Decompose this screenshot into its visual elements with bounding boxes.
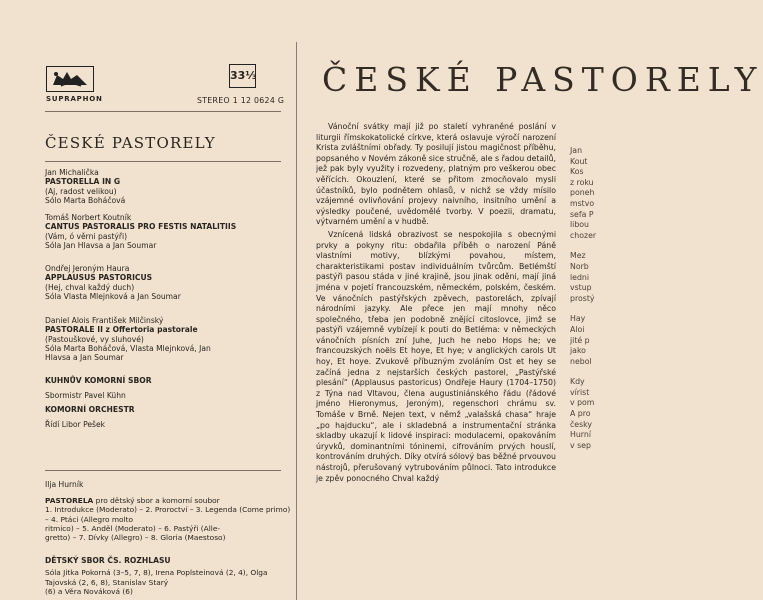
track-4 (45, 316, 295, 362)
side2-detail: pro dětský sbor a komorní soubor (95, 496, 220, 505)
side2-detail: 1. Introdukce (Moderato) – 2. Proroctví – 3. Legenda (Come primo) – 4. Ptáci (Allegro molto (45, 505, 291, 524)
next-column-fragment: Jan Kout Kos z roku poneh mstvo sefa P libou chozer Mez Norb ledni vstup prostý Hay Aloi jité p jako nebol Kdy vírist v pom A pro česky Hurní v sep (570, 146, 597, 450)
catalog-number: STEREO 1 12 0624 G (197, 96, 285, 105)
liner-notes-body (316, 122, 556, 484)
paragraph-1: Vánoční svátky mají již po staletí vyhraněné poslání v liturgii římskokatolické církve, která oslavuje výročí narození Krista zvláštními obřady. Ty posilují jistou magičnost příběhu, popsaného v Novém zákoně sice stručně, ale s řadou detailů, jež pak byly využity i rozvedeny, platným pro veškerou obec věřících. Okouzlení, které se přitom zmocňovalo mysli účastníků, bylo podnětem ohlasů, v nichž se vždy mísilo vzájemné ovlivňování projevy naivního, insitního umění a výsledky poučené, uvědomělé tvorby. V poezii, dramatu, výtvarném umění a v hudbě. (316, 122, 556, 227)
side2-track (45, 496, 295, 542)
ensemble-choir (45, 376, 295, 429)
track-detail: Sóla Jan Hlavsa a Jan Soumar (45, 240, 157, 250)
track-detail: (Pastouškové, vy sluhové) (45, 334, 144, 344)
track-1 (45, 168, 295, 205)
children-choir (45, 556, 295, 596)
brand-label: SUPRAPHON (46, 95, 103, 103)
supraphon-logo-icon (46, 66, 94, 92)
choir-title: DĚTSKÝ SBOR ČS. ROZHLASU (45, 556, 171, 565)
track-title: PASTORALE II z Offertoria pastorale (45, 325, 198, 335)
liner-notes-title: ČESKÉ PASTORELY (322, 60, 763, 99)
track-detail: Sóla Marta Boháčová, Vlasta Mlejnková, Jan (45, 343, 211, 353)
album-title: ČESKÉ PASTORELY (45, 134, 216, 152)
column-divider (296, 42, 297, 600)
composer: Ondřej Jeroným Haura (45, 264, 130, 273)
track-detail: Sólo Marta Boháčová (45, 195, 126, 205)
track-detail: Sóla Vlasta Mlejnková a Jan Soumar (45, 291, 181, 301)
track-detail: (Hej, chval každý duch) (45, 282, 135, 292)
paragraph-2: Vznícená lidská obrazivost se nespokojila s obecnými prvky a pokyny ritu: obdařila příběh o narození Páně vlastními motivy, blízkými povahou, místem, charakteristikami postav individuálním tvůrcům. Betlémští pastýři pasou stáda v jiné krajině, jsou jinak oděni, mají jiná jména v pojetí francouzském, německém, polském, českém. Ve vánočních pastýřských zpěvech, pastorelách, zpívají národními jazyky. Ale přece jen mají mnohy něco společného, třeba jen podobně znějící citoslovce, jimž se pastýři vzájemně vybízejí k pouti do Betléma: v německých vánočních písních zní Juhe, Juch he nebo Hops he; ve francouzských noëls Et hoye, Et hye; v anglických carols Ut hoy, Et hoye. Zvukově příbuzným zvoláním Ost et hey se začíná jedna z nejstarších českých pastorel, „Pastýřské plesání“ (Applausus pastoricus) Ondřeje Haury (1704–1750) z Týna nad Vltavou, člena augustiniánského řádu (řádové jméno Hieronymus, Jeroným), regenschori chrámu sv. Tomáše v Brně. Nejen text, v němž „valašská chasa“ hraje „po hajducku“, ale i skladebná a instrumentační stránka skladby ukazují k lidové inspiraci: modulacemi, opakováním úryvků, dominantními tóninemi, cifrováním prvých houslí, kontrováním druhých. Díky otvírá sólový bas běžné prvouvou nástrojů, přerušovaný vytrubováním půlnoci. Tato introdukce je zpěv ponocného Chval každý (316, 229, 556, 483)
composer: Jan Michalička (45, 168, 99, 177)
track-3 (45, 264, 295, 301)
track-title: APPLAUSUS PASTORICUS (45, 273, 153, 283)
ensemble-leader: Řídí Libor Pešek (45, 419, 106, 429)
side2-detail: gretto) – 7. Dívky (Allegro) – 8. Gloria (Maestoso) (45, 533, 226, 543)
composer: Ilja Hurník (45, 480, 84, 489)
ensemble-name: KOMORNÍ ORCHESTR (45, 404, 135, 414)
composer: Daniel Alois František Milčinský (45, 316, 164, 325)
side2-title: PASTORELA (45, 496, 94, 505)
track-detail: (Aj, radost velikou) (45, 186, 117, 196)
side2-detail: ritmico) – 5. Anděl (Moderato) – 6. Pastýři (Alle- (45, 523, 221, 533)
choir-detail: (6) a Věra Nováková (6) (45, 586, 133, 596)
track-detail: Hlavsa a Jan Soumar (45, 353, 124, 363)
section-divider (45, 470, 281, 471)
side2-header (45, 480, 295, 489)
track-2 (45, 213, 295, 250)
ensemble-name: KUHNŮV KOMORNÍ SBOR (45, 376, 152, 385)
title-divider (45, 161, 281, 162)
track-title: CANTUS PASTORALIS PRO FESTIS NATALITIIS (45, 222, 237, 232)
track-detail: (Vám, ó věrni pastýři) (45, 231, 128, 241)
ensemble-leader: Sbormistr Pavel Kühn (45, 391, 126, 401)
header-divider (45, 111, 281, 112)
composer: Tomáš Norbert Koutník (45, 213, 132, 222)
speed-badge: 33⅓ (229, 64, 256, 88)
choir-detail: Sóla Jitka Pokorná (3–5, 7, 8), Irena Poplsteinová (2, 4), Olga Tajovská (2, 6, 8), Stanislav Starý (45, 568, 268, 587)
track-title: PASTORELLA IN G (45, 177, 121, 187)
